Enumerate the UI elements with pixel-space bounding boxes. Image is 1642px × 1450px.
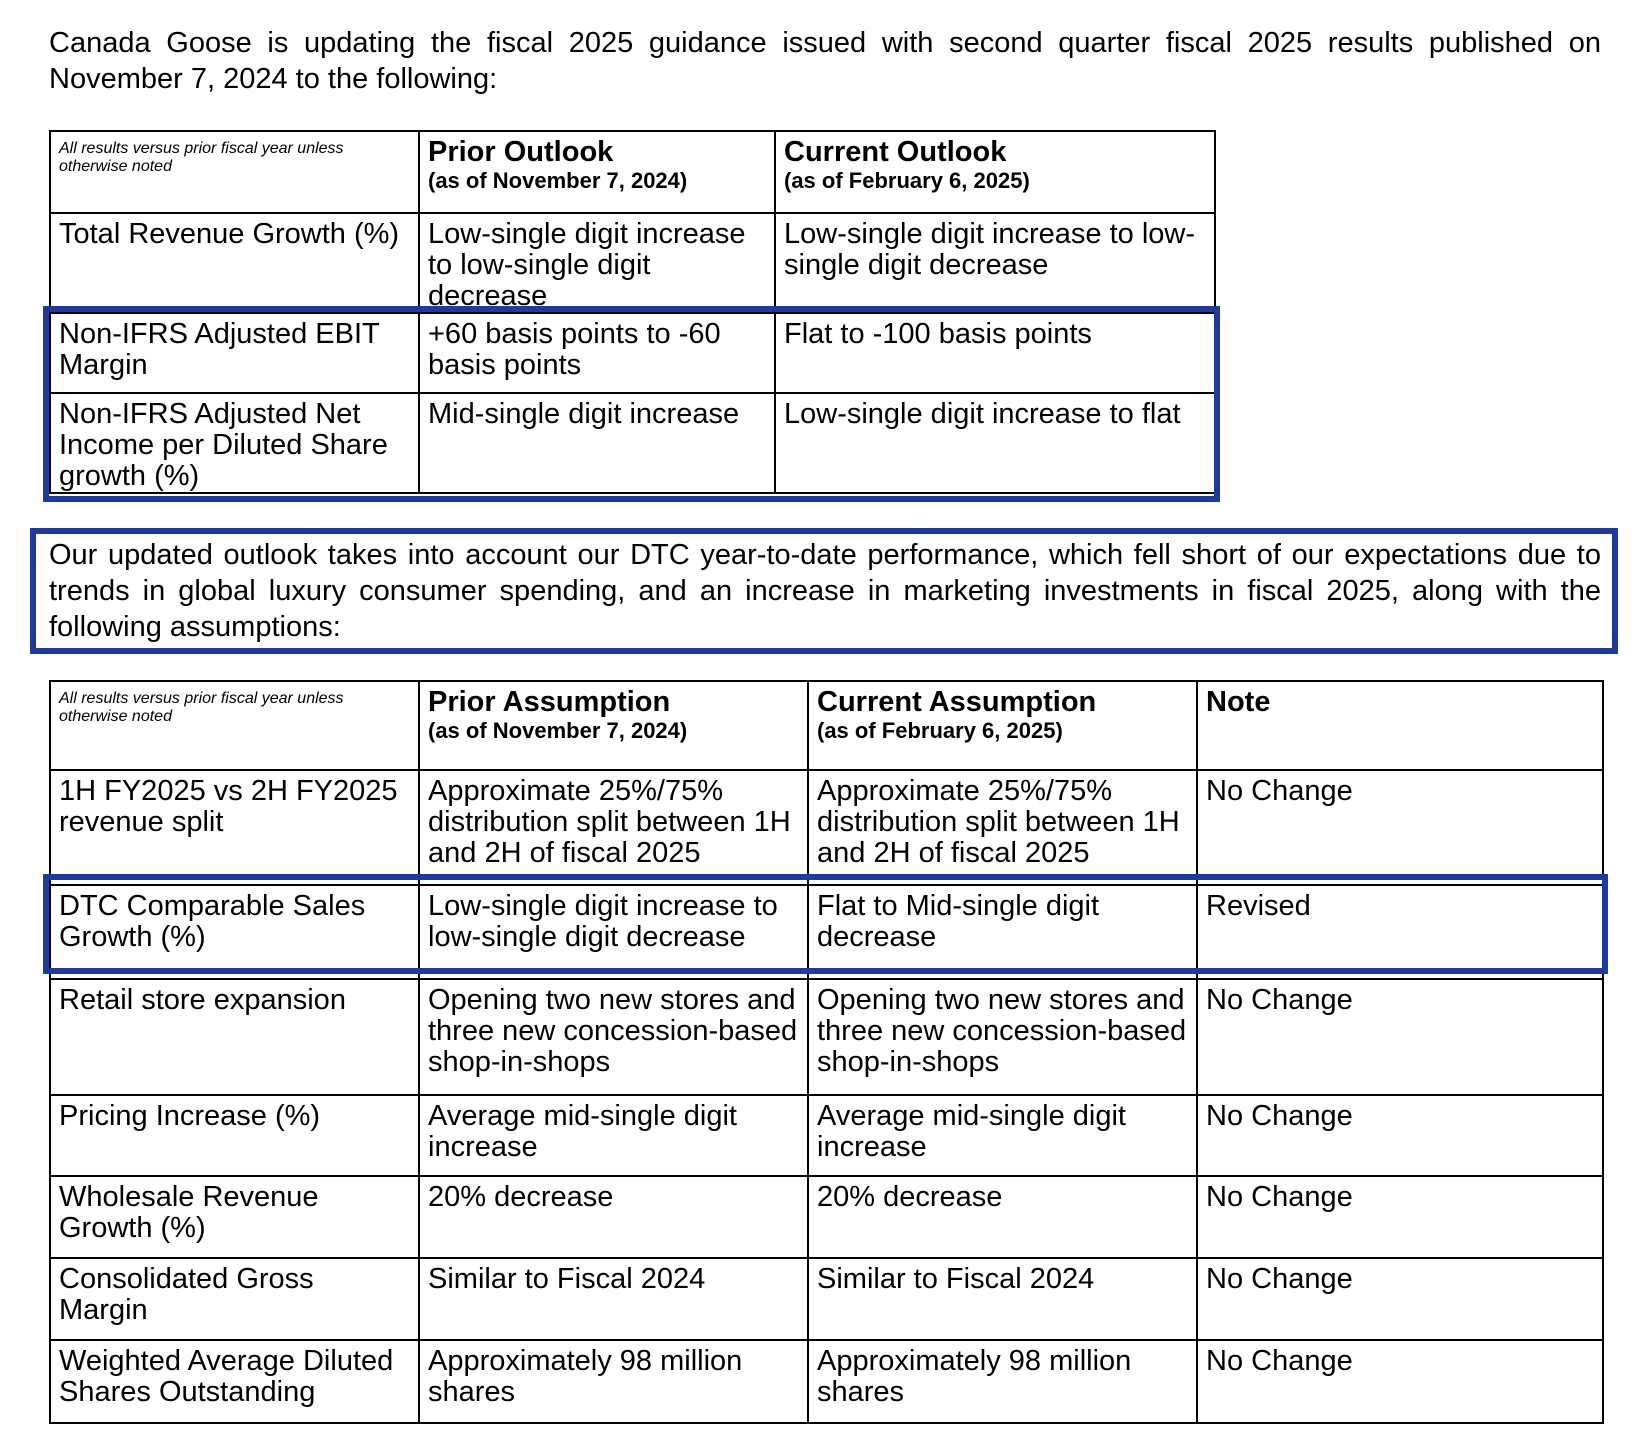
row-metric: Non-IFRS Adjusted EBIT Margin (50, 313, 419, 393)
row-current: Low-single digit increase to low-single digit decrease (775, 213, 1215, 313)
row-prior: 20% decrease (419, 1176, 808, 1258)
table-row (50, 1258, 1603, 1340)
table-row (50, 1176, 1603, 1258)
row-prior: Average mid-single digit increase (419, 1095, 808, 1176)
row-note: No Change (1197, 1095, 1603, 1176)
header-title: Prior Outlook (428, 136, 614, 168)
row-current: Average mid-single digit increase (808, 1095, 1197, 1176)
row-prior: Low-single digit increase to low-single digit decrease (419, 213, 775, 313)
row-note: No Change (1197, 979, 1603, 1095)
row-note: No Change (1197, 1340, 1603, 1423)
row-prior: Approximately 98 million shares (419, 1340, 808, 1423)
row-note: Revised (1197, 885, 1603, 979)
table-row (50, 313, 1215, 393)
row-note: No Change (1197, 1258, 1603, 1340)
outlook-corner-note: All results versus prior fiscal year unless otherwise noted (50, 131, 419, 213)
row-prior: Approximate 25%/75% distribution split between 1H and 2H of fiscal 2025 (419, 770, 808, 885)
row-metric: DTC Comparable Sales Growth (%) (50, 885, 419, 979)
header-subtitle: (as of February 6, 2025) (817, 718, 1063, 743)
outlook-table (49, 130, 1216, 494)
header-subtitle: (as of February 6, 2025) (784, 168, 1030, 193)
row-metric: Wholesale Revenue Growth (%) (50, 1176, 419, 1258)
table-row (50, 213, 1215, 313)
header-subtitle: (as of November 7, 2024) (428, 168, 688, 193)
row-prior: Mid-single digit increase (419, 393, 775, 493)
assumptions-corner-note: All results versus prior fiscal year unless otherwise noted (50, 681, 419, 770)
row-current: Flat to -100 basis points (775, 313, 1215, 393)
header-title: Note (1206, 686, 1271, 718)
row-current: 20% decrease (808, 1176, 1197, 1258)
row-prior: +60 basis points to -60 basis points (419, 313, 775, 393)
row-metric: Pricing Increase (%) (50, 1095, 419, 1176)
row-current: Approximately 98 million shares (808, 1340, 1197, 1423)
outlook-header-row (50, 131, 1215, 213)
header-title: Prior Assumption (428, 686, 671, 718)
row-metric: Consolidated Gross Margin (50, 1258, 419, 1340)
table-row (50, 885, 1603, 979)
intro-paragraph: Canada Goose is updating the fiscal 2025 guidance issued with second quarter fiscal 2025 results published on November 7, 2024 to the following: (49, 27, 1601, 95)
assumptions-header-note (1197, 681, 1603, 770)
row-current: Flat to Mid-single digit decrease (808, 885, 1197, 979)
row-current: Similar to Fiscal 2024 (808, 1258, 1197, 1340)
row-metric: Total Revenue Growth (%) (50, 213, 419, 313)
row-metric: Non-IFRS Adjusted Net Income per Diluted Share growth (%) (50, 393, 419, 493)
row-prior: Opening two new stores and three new concession-based shop-in-shops (419, 979, 808, 1095)
row-metric: Weighted Average Diluted Shares Outstanding (50, 1340, 419, 1423)
row-current: Opening two new stores and three new concession-based shop-in-shops (808, 979, 1197, 1095)
outlook-header-prior (419, 131, 775, 213)
table-row (50, 979, 1603, 1095)
header-subtitle: (as of November 7, 2024) (428, 718, 688, 743)
row-note: No Change (1197, 1176, 1603, 1258)
assumptions-table (49, 680, 1604, 1424)
row-note: No Change (1197, 770, 1603, 885)
header-title: Current Assumption (817, 686, 1097, 718)
row-prior: Low-single digit increase to low-single digit decrease (419, 885, 808, 979)
table-row (50, 770, 1603, 885)
row-metric: 1H FY2025 vs 2H FY2025 revenue split (50, 770, 419, 885)
row-prior: Similar to Fiscal 2024 (419, 1258, 808, 1340)
outlook-note-paragraph: Our updated outlook takes into account our DTC year-to-date performance, which fell short of our expectations due to trends in global luxury consumer spending, and an increase in marketing investments in fiscal 2025, along with the following assumptions: (49, 539, 1601, 643)
row-current: Approximate 25%/75% distribution split between 1H and 2H of fiscal 2025 (808, 770, 1197, 885)
outlook-header-current (775, 131, 1215, 213)
assumptions-header-current (808, 681, 1197, 770)
assumptions-header-row (50, 681, 1603, 770)
table-row (50, 1340, 1603, 1423)
assumptions-header-prior (419, 681, 808, 770)
row-current: Low-single digit increase to flat (775, 393, 1215, 493)
table-row (50, 393, 1215, 493)
table-row (50, 1095, 1603, 1176)
row-metric: Retail store expansion (50, 979, 419, 1095)
header-title: Current Outlook (784, 136, 1007, 168)
